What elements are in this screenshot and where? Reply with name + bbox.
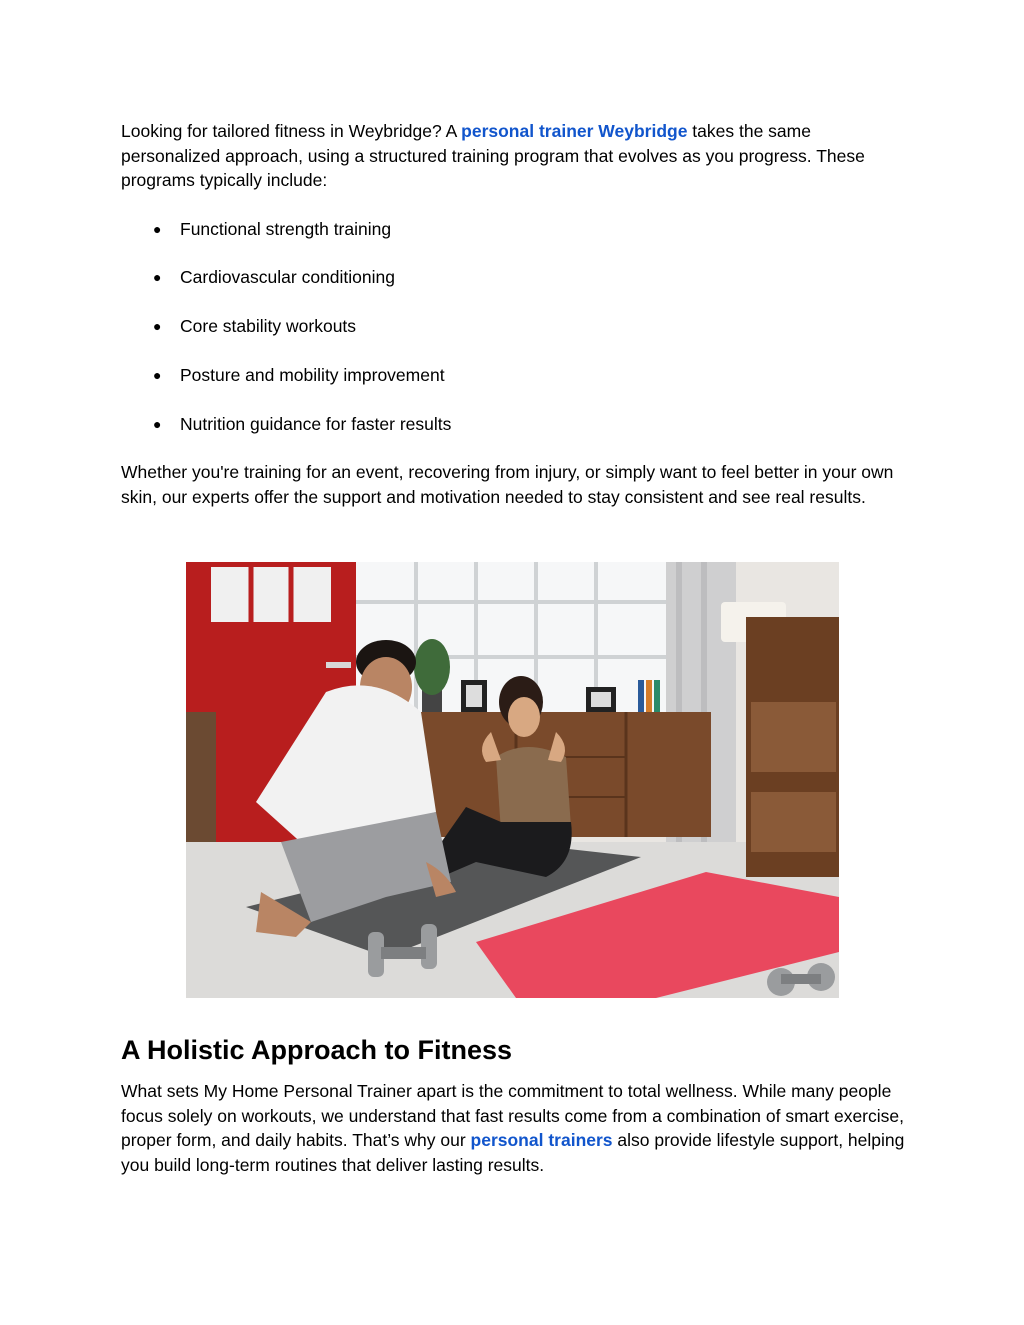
list-item: ● Functional strength training: [121, 217, 911, 242]
bullet-icon: ●: [153, 220, 162, 237]
section-heading: A Holistic Approach to Fitness: [121, 1035, 513, 1065]
bullet-icon: ●: [153, 318, 162, 335]
personal-trainer-weybridge-link[interactable]: personal trainer Weybridge: [461, 121, 688, 141]
list-item: ● Nutrition guidance for faster results: [121, 412, 911, 437]
holistic-text-before: What sets My Home Personal Trainer apart is the commitment to total wellness. While many people focus solely on workouts, we understand that fast results come from a combination of smart exercise, proper form, and daily habits. That’s why our: [121, 1081, 904, 1150]
list-item: ● Core stability workouts: [121, 314, 911, 339]
intro-text-before: Looking for tailored fitness in Weybridge? A: [121, 121, 462, 141]
bullet-icon: ●: [153, 415, 162, 432]
list-item: ● Cardiovascular conditioning: [121, 265, 911, 290]
document-body: [121, 119, 911, 509]
holistic-text-after: also provide lifestyle support, helping you build long-term routines that deliver lasting results.: [121, 1130, 905, 1175]
support-paragraph: Whether you're training for an event, recovering from injury, or simply want to feel better in your own skin, our experts offer the support and motivation needed to stay consistent and see real results.: [121, 462, 894, 507]
intro-text-after: takes the same personalized approach, using a structured training program that evolves as you progress. These programs typically include:: [121, 121, 865, 190]
training-photo: [186, 562, 839, 998]
bullet-icon: ●: [153, 269, 162, 286]
bullet-icon: ●: [153, 366, 162, 383]
intro-paragraph: [121, 119, 911, 193]
holistic-paragraph: [121, 1079, 911, 1177]
list-item: ● Posture and mobility improvement: [121, 363, 911, 388]
personal-trainers-link[interactable]: personal trainers: [470, 1130, 613, 1150]
trainer-with-client-illustration: [186, 562, 839, 998]
program-list: [121, 217, 911, 437]
